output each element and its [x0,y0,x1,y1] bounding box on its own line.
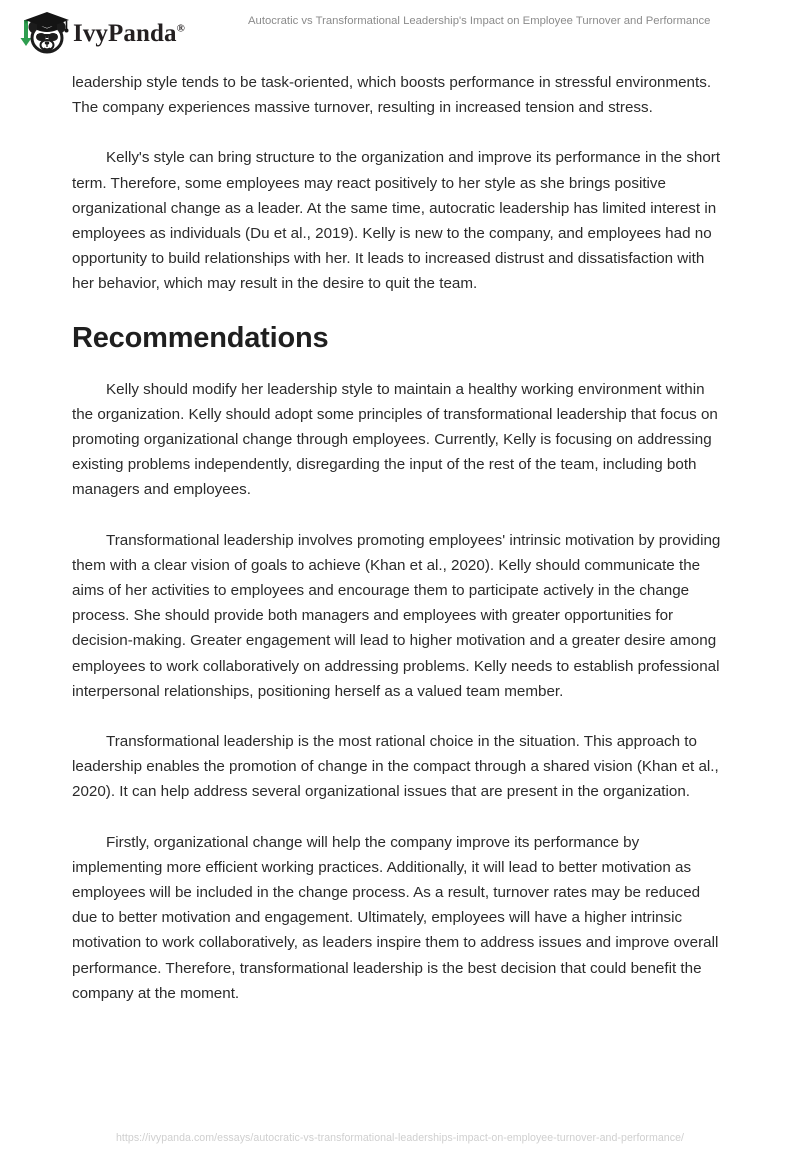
page-footer [0,1128,800,1146]
panda-graduate-logo-icon [14,9,70,55]
paragraph-spacer [72,120,726,145]
heading-spacer-top [72,297,726,321]
section-heading-recommendations: Recommendations [72,321,329,354]
paragraph-intrinsic-motivation: Transformational leadership involves promoting employees' intrinsic motivation by providing them with a clear vision of goals to achieve (Khan et al., 2020). Kelly should communicate the aims of her activities to employees and encourage them to participate actively in the change process. She should provide both managers and employees with greater opportunities for decision-making. Greater engagement will lead to higher motivation and a greater desire among employees to work collaboratively on addressing problems. Kelly needs to establish professional interpersonal relationships, positioning herself as a valued team member. [72,531,721,700]
brand-name [73,21,185,46]
page-header [0,0,800,60]
paragraph-firstly-change: Firstly, organizational change will help the company improve its performance by implementing more efficient working practices. Additionally, it will lead to better motivation as employees will be included in the change process. As a result, turnover rates may be reduced due to better motivation and engagement. Ultimately, employees will have a higher intrinsic motivation to work collaboratively, as leaders inspire them to address issues and improve overall performance. Therefore, transformational leadership is the best decision that could benefit the company at the moment. [72,833,719,1002]
brand-name-text: IvyPanda [73,19,177,47]
heading-spacer-bottom [72,355,726,377]
paragraph-modify-style: Kelly should modify her leadership style to maintain a healthy working environment within the organization. Kelly should adopt some principles of transformational leadership that focus on promoting organizational change through employees. Currently, Kelly is focusing on addressing existing problems independently, disregarding the input of the rest of the team, including both managers and employees. [72,380,718,499]
registered-trademark-symbol: ® [176,22,185,35]
brand-logo-link[interactable] [14,9,185,55]
paragraph-spacer [72,503,726,528]
paragraph-spacer [72,704,726,729]
paragraph-rational-choice: Transformational leadership is the most rational choice in the situation. This approach to leadership enables the promotion of change in the compact through a shared vision (Khan et al., 2020). It can help address several organizational issues that are present in the organization. [72,733,719,801]
paragraph-spacer [72,805,726,830]
footer-source-url[interactable]: https://ivypanda.com/essays/autocratic-vs-transformational-leaderships-impact-on-employee-turnover-and-performance/ [115,1132,685,1144]
paragraph-continuation: leadership style tends to be task-oriented, which boosts performance in stressful environments. The company experiences massive turnover, resulting in increased tension and stress. [72,74,712,117]
document-title-header: Autocratic vs Transformational Leadership's Impact on Employee Turnover and Performance [248,15,711,27]
document-body [72,70,726,1006]
paragraph-kelly-style: Kelly's style can bring structure to the organization and improve its performance in the short term. Therefore, some employees may react positively to her style as she brings positive organizational change as a leader. At the same time, autocratic leadership has limited interest in employees as individuals (Du et al., 2019). Kelly is new to the company, and employees had no opportunity to build relationships with her. It leads to increased distrust and dissatisfaction with her behavior, which may result in the desire to quit the team. [72,149,721,293]
